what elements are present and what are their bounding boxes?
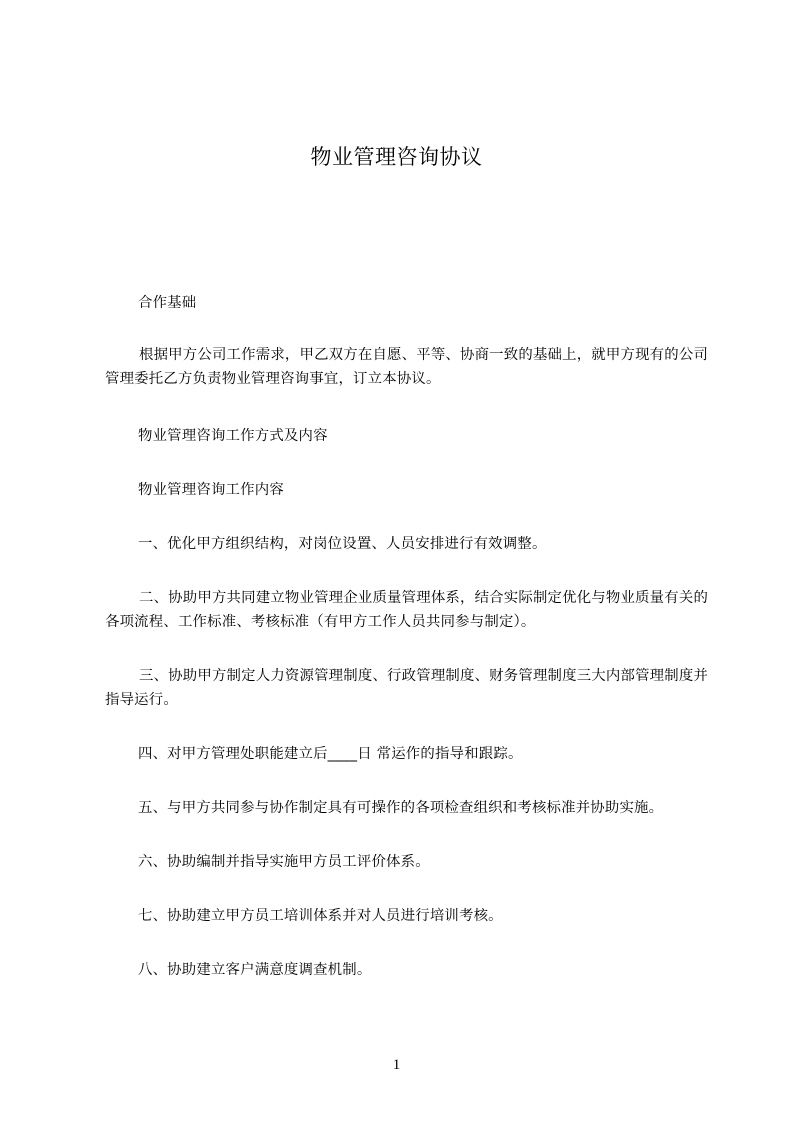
list-item-5: 五、与甲方共同参与协作制定具有可操作的各项检查组织和考核标准并协助实施。 — [138, 800, 664, 816]
section-heading-content: 物业管理咨询工作内容 — [138, 482, 284, 498]
document-title: 物业管理咨询协议 — [310, 145, 483, 169]
list-item-6: 六、协助编制并指导实施甲方员工评价体系。 — [138, 854, 430, 870]
section-heading-cooperation-basis: 合作基础 — [138, 295, 197, 311]
list-item-4: 四、对甲方管理处职能建立后____日 常运作的指导和跟踪。 — [138, 746, 523, 762]
page-number: 1 — [392, 1057, 401, 1073]
list-item-3: 三、协助甲方制定人力资源管理制度、行政管理制度、财务管理制度三大内部管理制度并指导运行。 — [105, 668, 709, 708]
paragraph-basis: 根据甲方公司工作需求，甲乙双方在自愿、平等、协商一致的基础上，就甲方现有的公司管理委托乙方负责物业管理咨询事宜，订立本协议。 — [105, 347, 709, 387]
section-heading-methods: 物业管理咨询工作方式及内容 — [138, 428, 328, 444]
list-item-2: 二、协助甲方共同建立物业管理企业质量管理体系，结合实际制定优化与物业质量有关的各项流程、工作标准、考核标准（有甲方工作人员共同参与制定）。 — [105, 590, 709, 630]
list-item-7: 七、协助建立甲方员工培训体系并对人员进行培训考核。 — [138, 908, 503, 924]
list-item-1: 一、优化甲方组织结构，对岗位设置、人员安排进行有效调整。 — [138, 536, 547, 552]
list-item-8: 八、协助建立客户满意度调查机制。 — [138, 962, 372, 978]
